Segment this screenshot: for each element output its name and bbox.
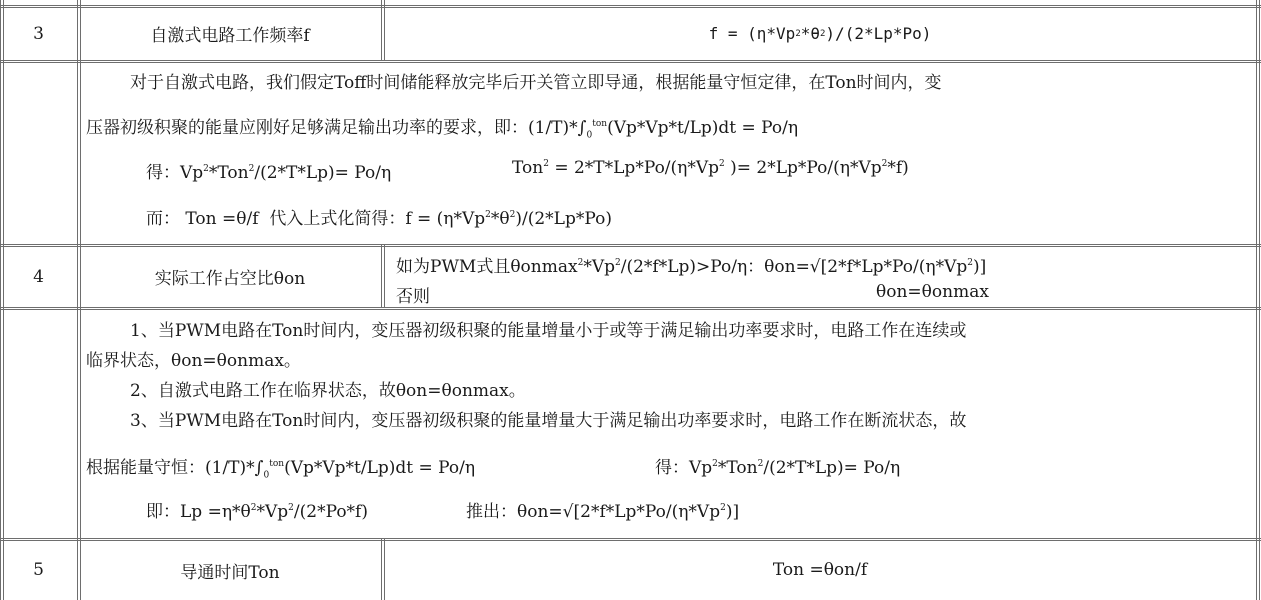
row-number: 4 <box>33 266 44 287</box>
desc-line: 得：$Vp^2*Ton^2/(2*T*Lp)= Po/\eta$ <box>655 458 901 478</box>
param-name: 导通时间Ton <box>180 562 280 583</box>
desc-line: 1、当PWM电路在Ton时间内，变压器初级积聚的能量增量小于或等于满足输出功率要求时，电路工作在连续或 <box>130 321 967 341</box>
desc-line: 得：$Vp^2*Ton^2/(2*T*Lp)= Po/\eta$ <box>146 163 392 183</box>
desc-line: $Ton^2 = 2*T*Lp*Po/(\eta*Vp^2$ )= $2*Lp*Po/(\eta*Vp^2*f)$ <box>512 158 909 178</box>
table-rule <box>1256 0 1260 600</box>
desc-line: 推出：$\theta on=√[2*f*Lp*Po/(\eta*Vp^2)]$ <box>466 502 740 522</box>
desc-line: 3、当PWM电路在Ton时间内，变压器初级积聚的能量增量大于满足输出功率要求时，电路工作在断流状态，故 <box>130 411 967 431</box>
param-formula: f = (η*Vp 2 *θ 2 )/(2*Lp*Po) <box>708 24 932 43</box>
param-formula: 否则 <box>396 287 430 307</box>
row-number: 5 <box>33 560 44 580</box>
param-name: 自激式电路工作频率f <box>150 26 310 46</box>
desc-line: 临界状态，θon=θonmax。 <box>86 351 301 371</box>
desc-line: 根据能量守恒：$(1/T)*\int_0^{ton}(Vp*Vp*t/Lp)dt = Po/\eta$ <box>86 458 476 481</box>
desc-line: 而： Ton =θ/f 代入上式化简得：$f = (\eta*Vp^2*\theta^2)/(2*Lp*Po)$ <box>146 209 612 229</box>
param-formula: θon=θonmax <box>876 282 989 302</box>
param-formula: Ton =θon/f <box>772 560 868 580</box>
row-number: 3 <box>33 23 44 44</box>
table-rule <box>0 60 1261 63</box>
param-formula: 如为PWM式且$\theta onmax^2*Vp^2/(2*f*Lp)>Po/\eta$：$\theta on=√[2*f*Lp*Po/(\eta*Vp^2)]$ <box>396 257 987 277</box>
table-rule <box>0 307 1261 310</box>
desc-line: 即：$Lp =\eta*\theta^2*Vp^2/(2*Po*f)$ <box>146 502 368 522</box>
desc-line: 2、自激式电路工作在临界状态，故θon=θonmax。 <box>130 381 526 401</box>
desc-line: 对于自激式电路，我们假定Toff时间储能释放完毕后开关管立即导通，根据能量守恒定律，在Ton时间内，变 <box>130 73 942 93</box>
table-rule <box>381 245 385 308</box>
param-name: 实际工作占空比θon <box>154 269 306 289</box>
desc-line: 压器初级积聚的能量应刚好足够满足输出功率的要求，即：$(1/T)*\int_0^{ton}(Vp*Vp*t/Lp)dt = Po/\eta$ <box>86 118 799 141</box>
